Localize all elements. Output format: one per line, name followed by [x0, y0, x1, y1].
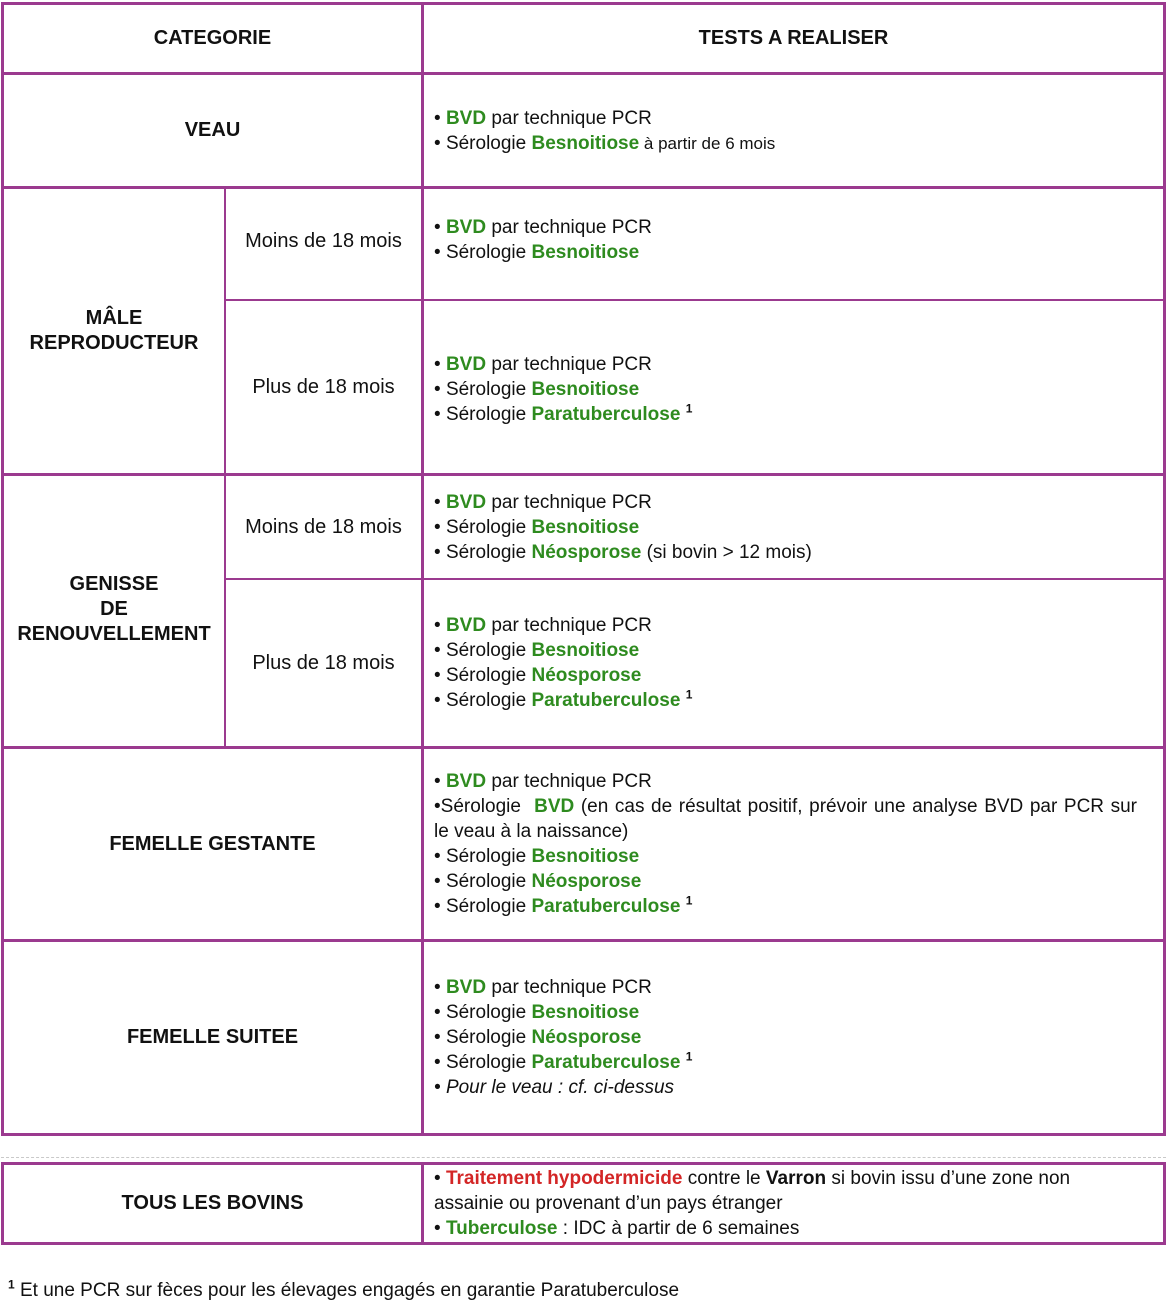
tests-list — [434, 490, 1137, 565]
test-name: BVD — [445, 491, 487, 513]
tests-list — [434, 215, 1137, 265]
test-item-bvd — [434, 613, 1137, 638]
subcategory-label: Plus de 18 mois — [252, 375, 395, 398]
category-tous-les-bovins — [4, 1165, 421, 1242]
test-name: BVD — [445, 771, 487, 792]
test-item-serologie-bvd — [434, 794, 1137, 844]
bullet: • — [434, 846, 441, 867]
category-genisse-line2: DE — [100, 597, 128, 620]
category-femelle-suitee — [4, 942, 421, 1133]
test-detail: Pour le veau : cf. ci-dessus — [445, 1077, 675, 1098]
test-type: Sérologie — [445, 1052, 532, 1073]
bullet: • — [434, 871, 441, 892]
parasite-name: Varron — [765, 1168, 827, 1189]
test-item-bvd — [434, 769, 1137, 794]
test-item-bvd — [434, 490, 1137, 515]
subcategory-genisse-moins-18 — [226, 476, 421, 578]
test-item-besnoitiose — [434, 131, 1137, 156]
bullet: • — [434, 771, 441, 792]
test-item-tuberculose — [434, 1216, 1137, 1241]
test-name: Néosporose — [531, 871, 642, 892]
test-type: Sérologie — [440, 796, 535, 817]
test-item-paratuberculose — [434, 688, 1137, 713]
test-item-bvd — [434, 352, 1137, 377]
test-name: BVD — [445, 217, 487, 238]
test-type: Sérologie — [445, 403, 532, 425]
bullet: • — [434, 1027, 441, 1048]
test-type: Sérologie — [445, 896, 532, 917]
tests-list — [434, 769, 1137, 919]
table2-border-right — [1163, 1162, 1166, 1245]
category-male-line2: REPRODUCTEUR — [29, 332, 199, 354]
test-detail: par technique PCR — [486, 353, 652, 375]
test-name: Traitement hypodermicide — [445, 1168, 683, 1189]
bullet: • — [434, 107, 441, 129]
footnote-text: Et une PCR sur fèces pour les élevages engagés en garantie Paratuberculose — [14, 1280, 680, 1301]
tests-list — [434, 975, 1137, 1100]
bullet: • — [434, 1002, 441, 1023]
bullet: • — [434, 132, 441, 154]
category-gestante-label: FEMELLE GESTANTE — [109, 832, 316, 855]
test-item-neosporose — [434, 869, 1137, 894]
table-border-right — [1163, 2, 1166, 1136]
test-name: Besnoitiose — [531, 640, 640, 661]
footnote-marker: 1 — [685, 687, 693, 702]
test-name: Paratuberculose — [531, 690, 681, 711]
test-name: Besnoitiose — [531, 1002, 640, 1023]
test-name: BVD — [445, 977, 487, 998]
footnote-marker: 1 — [685, 1049, 693, 1064]
bullet: • — [434, 1052, 441, 1073]
bullet: • — [434, 796, 441, 817]
table2-bottom — [1, 1242, 1166, 1245]
header-categorie-label: CATEGORIE — [153, 27, 272, 49]
category-genisse-line1: GENISSE — [69, 572, 159, 595]
test-name: Besnoitiose — [531, 846, 640, 867]
category-genisse-line3: RENOUVELLEMENT — [17, 622, 211, 645]
test-item-paratuberculose — [434, 894, 1137, 919]
test-detail: par technique PCR — [486, 217, 652, 238]
category-male-line1: MÂLE — [85, 307, 143, 329]
test-type: Sérologie — [445, 516, 532, 538]
category-male-reproducteur — [4, 189, 224, 473]
spacer-dashed-line — [1, 1157, 1166, 1158]
test-name: Besnoitiose — [531, 378, 640, 400]
test-item-paratuberculose — [434, 402, 1137, 427]
subcategory-label: Plus de 18 mois — [252, 651, 395, 674]
test-item-paratuberculose — [434, 1050, 1137, 1075]
footnote-marker: 1 — [685, 893, 693, 908]
test-type: Sérologie — [445, 1027, 532, 1048]
tests-genisse-moins-18 — [424, 476, 1163, 578]
test-name: Besnoitiose — [531, 242, 640, 263]
tests-list — [434, 106, 1137, 156]
subcategory-label: Moins de 18 mois — [245, 229, 402, 252]
test-name: Paratuberculose — [531, 896, 681, 917]
bullet: • — [434, 516, 441, 538]
category-suitee-label: FEMELLE SUITEE — [126, 1026, 299, 1048]
test-type: Sérologie — [445, 378, 532, 400]
test-detail: : IDC à partir de 6 semaines — [557, 1218, 800, 1239]
test-item-besnoitiose — [434, 1000, 1137, 1025]
test-type: Sérologie — [445, 541, 532, 563]
category-veau-label: VEAU — [184, 119, 241, 141]
bullet: • — [434, 615, 441, 636]
test-detail: par technique PCR — [486, 771, 652, 792]
tests-femelle-gestante — [424, 749, 1163, 939]
test-item-besnoitiose — [434, 844, 1137, 869]
test-name: Paratuberculose — [531, 403, 681, 425]
bullet: • — [434, 690, 441, 711]
test-detail: (en cas de résultat positif, prévoir une analyse BVD par PCR sur le veau à la naissance) — [434, 796, 1138, 842]
test-item-veau-note — [434, 1075, 1137, 1100]
category-femelle-gestante — [4, 749, 421, 939]
bullet: • — [434, 242, 441, 263]
test-type: Sérologie — [445, 871, 532, 892]
test-item-besnoitiose — [434, 377, 1137, 402]
test-detail: (si bovin > 12 mois) — [641, 541, 812, 563]
tests-list — [434, 1166, 1137, 1241]
category-genisse — [4, 476, 224, 746]
test-type: Sérologie — [445, 640, 532, 661]
tests-veau — [424, 75, 1163, 186]
test-name: Néosporose — [531, 665, 642, 686]
tests-tous-les-bovins — [424, 1165, 1163, 1242]
bullet: • — [434, 353, 441, 375]
tests-male-moins-18 — [424, 189, 1163, 299]
bullet: • — [434, 1077, 441, 1098]
test-name: BVD — [445, 615, 487, 636]
bullet: • — [434, 1218, 441, 1239]
test-name: BVD — [445, 107, 487, 129]
bullet: • — [434, 403, 441, 425]
bullet: • — [434, 491, 441, 513]
test-item-bvd — [434, 975, 1137, 1000]
test-detail: par technique PCR — [486, 977, 652, 998]
test-type: Sérologie — [445, 242, 532, 263]
footnote-marker: 1 — [685, 401, 693, 416]
bullet: • — [434, 977, 441, 998]
category-veau — [4, 75, 421, 186]
tests-femelle-suitee — [424, 942, 1163, 1133]
test-detail: contre le — [682, 1168, 766, 1189]
test-detail: à partir de 6 mois — [639, 133, 776, 153]
test-item-neosporose — [434, 1025, 1137, 1050]
tests-list — [434, 613, 1137, 713]
test-name: Paratuberculose — [531, 1052, 681, 1073]
test-item-traitement-varron — [434, 1166, 1137, 1216]
bullet: • — [434, 896, 441, 917]
test-item-neosporose — [434, 663, 1137, 688]
bullet: • — [434, 378, 441, 400]
header-tests-label: TESTS A REALISER — [698, 27, 889, 49]
tests-genisse-plus-18 — [424, 580, 1163, 746]
test-item-besnoitiose — [434, 515, 1137, 540]
test-name: Néosporose — [531, 1027, 642, 1048]
test-name: Tuberculose — [445, 1218, 558, 1239]
test-type: Sérologie — [445, 665, 532, 686]
test-name: BVD — [445, 353, 487, 375]
test-detail: par technique PCR — [486, 491, 652, 513]
footnote-marker: 1 — [8, 1277, 15, 1292]
tests-list — [434, 352, 1137, 427]
test-name: Besnoitiose — [531, 516, 640, 538]
test-detail: si bovin issu d’une zone non assainie ou provenant d’un pays étranger — [434, 1168, 1071, 1214]
category-tous-label: TOUS LES BOVINS — [121, 1192, 304, 1214]
bullet: • — [434, 640, 441, 661]
tests-male-plus-18 — [424, 301, 1163, 473]
subcategory-label: Moins de 18 mois — [245, 515, 402, 538]
test-name: Besnoitiose — [531, 132, 640, 154]
footnote — [8, 1278, 679, 1303]
test-detail: par technique PCR — [486, 615, 652, 636]
test-item-bvd — [434, 215, 1137, 240]
test-type: Sérologie — [445, 846, 532, 867]
test-detail: par technique PCR — [486, 107, 652, 129]
test-name: BVD — [534, 796, 575, 817]
bullet: • — [434, 665, 441, 686]
test-item-neosporose — [434, 540, 1137, 565]
subcategory-male-plus-18 — [226, 301, 421, 473]
test-item-besnoitiose — [434, 638, 1137, 663]
test-item-besnoitiose — [434, 240, 1137, 265]
subcategory-genisse-plus-18 — [226, 580, 421, 746]
bullet: • — [434, 217, 441, 238]
header-categorie — [4, 5, 421, 72]
test-type: Sérologie — [445, 690, 532, 711]
test-type: Sérologie — [445, 1002, 532, 1023]
table-bottom-main — [1, 1133, 1166, 1136]
bullet: • — [434, 541, 441, 563]
bullet: • — [434, 1168, 441, 1189]
test-type: Sérologie — [445, 132, 532, 154]
test-item-bvd — [434, 106, 1137, 131]
header-tests — [424, 5, 1163, 72]
test-name: Néosporose — [531, 541, 642, 563]
subcategory-male-moins-18 — [226, 189, 421, 299]
